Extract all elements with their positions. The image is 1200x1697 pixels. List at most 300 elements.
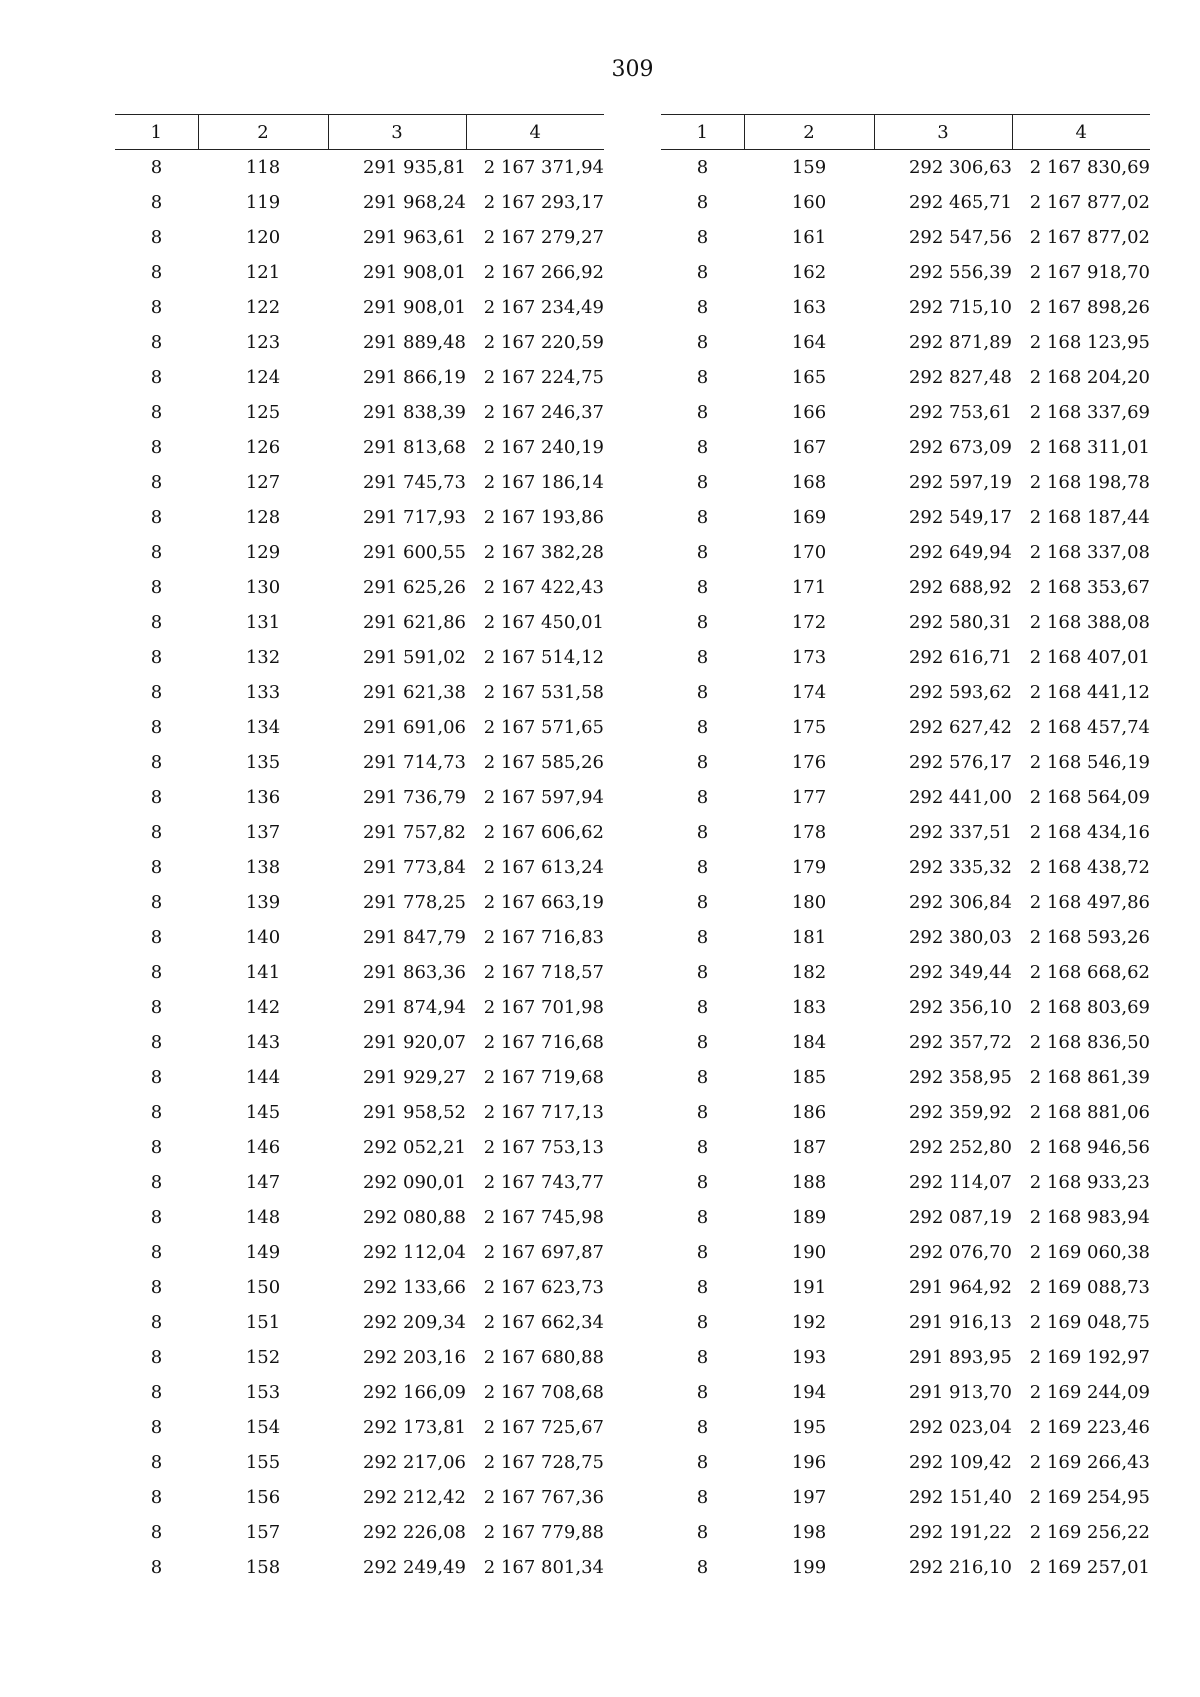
- table-row: [115, 185, 604, 220]
- page-number: 309: [611, 57, 654, 82]
- table-row: [115, 1550, 604, 1585]
- cell-area-number: 8: [150, 1172, 163, 1193]
- cell-coordinate-x: 291 916,13: [908, 1312, 1012, 1333]
- cell-coordinate-y: 2 167 801,34: [483, 1557, 604, 1578]
- cell-coordinate-x: 292 359,92: [908, 1102, 1012, 1123]
- cell-area-number: 8: [150, 227, 163, 248]
- cell-point-number: 133: [245, 682, 281, 703]
- table-row: [661, 1375, 1150, 1410]
- cell-area-number: 8: [150, 1382, 163, 1403]
- cell-point-number: 149: [245, 1242, 281, 1263]
- cell-area-number: 8: [696, 1277, 709, 1298]
- cell-area-number: 8: [696, 892, 709, 913]
- cell-area-number: 8: [150, 1487, 163, 1508]
- cell-area-number: 8: [696, 752, 709, 773]
- cell-coordinate-x: 291 621,38: [362, 682, 466, 703]
- table-row: [115, 1445, 604, 1480]
- cell-coordinate-y: 2 167 514,12: [483, 647, 604, 668]
- cell-coordinate-x: 292 688,92: [908, 577, 1012, 598]
- cell-coordinate-x: 292 166,09: [362, 1382, 466, 1403]
- cell-coordinate-x: 292 212,42: [362, 1487, 466, 1508]
- cell-point-number: 144: [245, 1067, 281, 1088]
- cell-coordinate-y: 2 169 244,09: [1029, 1382, 1150, 1403]
- cell-area-number: 8: [696, 227, 709, 248]
- table-row: [115, 500, 604, 535]
- cell-area-number: 8: [696, 857, 709, 878]
- cell-coordinate-x: 292 356,10: [908, 997, 1012, 1018]
- cell-coordinate-y: 2 169 266,43: [1029, 1452, 1150, 1473]
- cell-area-number: 8: [150, 402, 163, 423]
- cell-coordinate-y: 2 169 088,73: [1029, 1277, 1150, 1298]
- cell-area-number: 8: [696, 157, 709, 178]
- cell-coordinate-y: 2 167 753,13: [483, 1137, 604, 1158]
- cell-point-number: 176: [791, 752, 827, 773]
- cell-point-number: 183: [791, 997, 827, 1018]
- cell-point-number: 163: [791, 297, 827, 318]
- cell-coordinate-x: 291 874,94: [362, 997, 466, 1018]
- cell-coordinate-y: 2 168 497,86: [1029, 892, 1150, 913]
- cell-coordinate-x: 292 216,10: [908, 1557, 1012, 1578]
- cell-coordinate-y: 2 168 546,19: [1029, 752, 1150, 773]
- table-row: [115, 290, 604, 325]
- cell-coordinate-y: 2 169 256,22: [1029, 1522, 1150, 1543]
- cell-area-number: 8: [696, 927, 709, 948]
- cell-area-number: 8: [150, 262, 163, 283]
- cell-coordinate-x: 291 908,01: [362, 297, 466, 318]
- cell-point-number: 138: [245, 857, 281, 878]
- cell-area-number: 8: [150, 682, 163, 703]
- table-row: [661, 1025, 1150, 1060]
- table-row: [661, 1515, 1150, 1550]
- cell-point-number: 192: [791, 1312, 827, 1333]
- table-row: [115, 220, 604, 255]
- cell-area-number: 8: [696, 332, 709, 353]
- table-row: [115, 675, 604, 710]
- cell-coordinate-x: 292 337,51: [908, 822, 1012, 843]
- cell-area-number: 8: [150, 297, 163, 318]
- cell-point-number: 166: [791, 402, 827, 423]
- cell-coordinate-x: 291 736,79: [362, 787, 466, 808]
- cell-coordinate-y: 2 168 668,62: [1029, 962, 1150, 983]
- cell-coordinate-y: 2 168 123,95: [1029, 332, 1150, 353]
- table-row: [661, 325, 1150, 360]
- cell-coordinate-x: 292 649,94: [908, 542, 1012, 563]
- table-row: [661, 1305, 1150, 1340]
- cell-coordinate-y: 2 167 623,73: [483, 1277, 604, 1298]
- cell-point-number: 174: [791, 682, 827, 703]
- cell-area-number: 8: [696, 647, 709, 668]
- table-row: [115, 535, 604, 570]
- cell-coordinate-y: 2 167 371,94: [483, 157, 604, 178]
- cell-point-number: 171: [791, 577, 827, 598]
- cell-coordinate-x: 291 920,07: [362, 1032, 466, 1053]
- cell-coordinate-x: 292 080,88: [362, 1207, 466, 1228]
- table-row: [661, 1095, 1150, 1130]
- cell-coordinate-y: 2 167 240,19: [483, 437, 604, 458]
- cell-coordinate-y: 2 167 708,68: [483, 1382, 604, 1403]
- cell-coordinate-y: 2 167 877,02: [1029, 227, 1150, 248]
- cell-coordinate-y: 2 167 701,98: [483, 997, 604, 1018]
- table-row: [115, 1305, 604, 1340]
- cell-coordinate-x: 291 838,39: [362, 402, 466, 423]
- table-row: [115, 1200, 604, 1235]
- cell-area-number: 8: [696, 542, 709, 563]
- cell-coordinate-y: 2 168 388,08: [1029, 612, 1150, 633]
- cell-point-number: 136: [245, 787, 281, 808]
- cell-coordinate-x: 292 593,62: [908, 682, 1012, 703]
- cell-coordinate-y: 2 168 407,01: [1029, 647, 1150, 668]
- table-row: [115, 1130, 604, 1165]
- cell-area-number: 8: [150, 542, 163, 563]
- cell-area-number: 8: [150, 367, 163, 388]
- table-row: [115, 150, 604, 186]
- table-row: [115, 325, 604, 360]
- table-row: [661, 1130, 1150, 1165]
- table-row: [115, 990, 604, 1025]
- cell-area-number: 8: [150, 1312, 163, 1333]
- cell-point-number: 173: [791, 647, 827, 668]
- cell-coordinate-x: 291 866,19: [362, 367, 466, 388]
- cell-point-number: 164: [791, 332, 827, 353]
- cell-coordinate-x: 291 863,36: [362, 962, 466, 983]
- cell-coordinate-y: 2 167 767,36: [483, 1487, 604, 1508]
- table-row: [115, 1235, 604, 1270]
- cell-point-number: 151: [245, 1312, 281, 1333]
- cell-coordinate-x: 292 217,06: [362, 1452, 466, 1473]
- cell-area-number: 8: [696, 997, 709, 1018]
- table-row: [661, 920, 1150, 955]
- cell-area-number: 8: [150, 1067, 163, 1088]
- table-row: [661, 465, 1150, 500]
- cell-coordinate-x: 292 112,04: [362, 1242, 466, 1263]
- cell-coordinate-y: 2 168 337,69: [1029, 402, 1150, 423]
- table-row: [115, 465, 604, 500]
- cell-point-number: 125: [245, 402, 281, 423]
- cell-coordinate-y: 2 167 725,67: [483, 1417, 604, 1438]
- cell-area-number: 8: [150, 332, 163, 353]
- cell-coordinate-x: 292 556,39: [908, 262, 1012, 283]
- cell-coordinate-x: 291 968,24: [362, 192, 466, 213]
- cell-coordinate-y: 2 168 337,08: [1029, 542, 1150, 563]
- coordinates-table-right: [661, 114, 1150, 1585]
- cell-area-number: 8: [696, 402, 709, 423]
- cell-coordinate-x: 292 226,08: [362, 1522, 466, 1543]
- cell-point-number: 153: [245, 1382, 281, 1403]
- cell-point-number: 119: [245, 192, 281, 213]
- cell-coordinate-x: 292 753,61: [908, 402, 1012, 423]
- cell-point-number: 194: [791, 1382, 827, 1403]
- cell-area-number: 8: [696, 717, 709, 738]
- cell-area-number: 8: [150, 962, 163, 983]
- cell-point-number: 185: [791, 1067, 827, 1088]
- cell-coordinate-x: 291 963,61: [362, 227, 466, 248]
- coordinates-table-left: [115, 114, 604, 1585]
- table-header-row: [661, 115, 1150, 150]
- cell-coordinate-x: 292 306,63: [908, 157, 1012, 178]
- cell-point-number: 137: [245, 822, 281, 843]
- cell-coordinate-x: 292 358,95: [908, 1067, 1012, 1088]
- cell-coordinate-x: 292 203,16: [362, 1347, 466, 1368]
- cell-point-number: 120: [245, 227, 281, 248]
- table-row: [661, 640, 1150, 675]
- cell-point-number: 191: [791, 1277, 827, 1298]
- cell-coordinate-y: 2 167 716,68: [483, 1032, 604, 1053]
- cell-area-number: 8: [696, 1067, 709, 1088]
- cell-point-number: 190: [791, 1242, 827, 1263]
- cell-coordinate-x: 292 306,84: [908, 892, 1012, 913]
- table-row: [115, 640, 604, 675]
- cell-point-number: 162: [791, 262, 827, 283]
- table-row: [661, 150, 1150, 186]
- table-row: [115, 570, 604, 605]
- cell-point-number: 141: [245, 962, 281, 983]
- cell-coordinate-x: 292 173,81: [362, 1417, 466, 1438]
- cell-coordinate-y: 2 167 718,57: [483, 962, 604, 983]
- cell-coordinate-y: 2 167 422,43: [483, 577, 604, 598]
- cell-area-number: 8: [696, 577, 709, 598]
- table-row: [661, 990, 1150, 1025]
- table-row: [661, 360, 1150, 395]
- table-row: [115, 1515, 604, 1550]
- cell-area-number: 8: [150, 787, 163, 808]
- cell-area-number: 8: [696, 822, 709, 843]
- cell-coordinate-x: 292 023,04: [908, 1417, 1012, 1438]
- cell-coordinate-x: 292 715,10: [908, 297, 1012, 318]
- cell-area-number: 8: [696, 1522, 709, 1543]
- column-header-2: 2: [744, 115, 874, 150]
- cell-area-number: 8: [150, 1347, 163, 1368]
- table-row: [115, 1165, 604, 1200]
- cell-coordinate-y: 2 168 198,78: [1029, 472, 1150, 493]
- cell-point-number: 145: [245, 1102, 281, 1123]
- cell-coordinate-y: 2 168 593,26: [1029, 927, 1150, 948]
- table-row: [661, 1235, 1150, 1270]
- cell-point-number: 188: [791, 1172, 827, 1193]
- cell-coordinate-x: 291 714,73: [362, 752, 466, 773]
- cell-coordinate-y: 2 168 564,09: [1029, 787, 1150, 808]
- cell-point-number: 180: [791, 892, 827, 913]
- cell-coordinate-x: 291 813,68: [362, 437, 466, 458]
- cell-coordinate-x: 292 547,56: [908, 227, 1012, 248]
- table-row: [115, 920, 604, 955]
- cell-point-number: 189: [791, 1207, 827, 1228]
- cell-area-number: 8: [150, 1207, 163, 1228]
- cell-point-number: 160: [791, 192, 827, 213]
- cell-area-number: 8: [150, 1277, 163, 1298]
- cell-coordinate-y: 2 168 187,44: [1029, 507, 1150, 528]
- cell-point-number: 131: [245, 612, 281, 633]
- column-header-1: 1: [661, 115, 744, 150]
- cell-point-number: 195: [791, 1417, 827, 1438]
- cell-coordinate-x: 291 621,86: [362, 612, 466, 633]
- cell-area-number: 8: [696, 297, 709, 318]
- table-row: [115, 1410, 604, 1445]
- cell-point-number: 193: [791, 1347, 827, 1368]
- cell-area-number: 8: [150, 1557, 163, 1578]
- cell-coordinate-y: 2 169 257,01: [1029, 1557, 1150, 1578]
- table-row: [661, 780, 1150, 815]
- table-row: [661, 570, 1150, 605]
- table-row: [115, 1480, 604, 1515]
- cell-coordinate-y: 2 169 192,97: [1029, 1347, 1150, 1368]
- cell-coordinate-y: 2 167 279,27: [483, 227, 604, 248]
- cell-coordinate-y: 2 168 836,50: [1029, 1032, 1150, 1053]
- cell-point-number: 154: [245, 1417, 281, 1438]
- cell-area-number: 8: [150, 717, 163, 738]
- cell-coordinate-y: 2 167 680,88: [483, 1347, 604, 1368]
- cell-coordinate-x: 292 090,01: [362, 1172, 466, 1193]
- cell-coordinate-x: 291 889,48: [362, 332, 466, 353]
- cell-coordinate-y: 2 167 224,75: [483, 367, 604, 388]
- table-row: [661, 885, 1150, 920]
- column-header-3: 3: [328, 115, 466, 150]
- cell-coordinate-y: 2 167 613,24: [483, 857, 604, 878]
- cell-coordinate-x: 292 580,31: [908, 612, 1012, 633]
- table-row: [115, 1025, 604, 1060]
- cell-coordinate-y: 2 168 983,94: [1029, 1207, 1150, 1228]
- cell-point-number: 159: [791, 157, 827, 178]
- cell-coordinate-y: 2 167 662,34: [483, 1312, 604, 1333]
- table-row: [661, 1270, 1150, 1305]
- cell-coordinate-x: 292 349,44: [908, 962, 1012, 983]
- cell-coordinate-y: 2 167 898,26: [1029, 297, 1150, 318]
- cell-coordinate-x: 291 893,95: [908, 1347, 1012, 1368]
- cell-point-number: 140: [245, 927, 281, 948]
- cell-area-number: 8: [150, 927, 163, 948]
- table-row: [115, 430, 604, 465]
- cell-point-number: 179: [791, 857, 827, 878]
- cell-point-number: 167: [791, 437, 827, 458]
- cell-coordinate-x: 292 114,07: [908, 1172, 1012, 1193]
- table-row: [115, 1375, 604, 1410]
- cell-coordinate-y: 2 167 663,19: [483, 892, 604, 913]
- cell-coordinate-x: 291 913,70: [908, 1382, 1012, 1403]
- table-row: [661, 745, 1150, 780]
- cell-area-number: 8: [696, 1382, 709, 1403]
- cell-coordinate-y: 2 169 060,38: [1029, 1242, 1150, 1263]
- table-row: [115, 1340, 604, 1375]
- table-row: [115, 885, 604, 920]
- cell-coordinate-x: 292 357,72: [908, 1032, 1012, 1053]
- cell-area-number: 8: [696, 612, 709, 633]
- cell-coordinate-x: 292 627,42: [908, 717, 1012, 738]
- cell-coordinate-x: 291 935,81: [362, 157, 466, 178]
- cell-coordinate-x: 291 847,79: [362, 927, 466, 948]
- table-row: [661, 675, 1150, 710]
- cell-point-number: 155: [245, 1452, 281, 1473]
- table-row: [115, 955, 604, 990]
- table-row: [661, 1445, 1150, 1480]
- cell-coordinate-x: 291 745,73: [362, 472, 466, 493]
- cell-point-number: 142: [245, 997, 281, 1018]
- cell-area-number: 8: [150, 647, 163, 668]
- cell-coordinate-y: 2 169 223,46: [1029, 1417, 1150, 1438]
- cell-coordinate-y: 2 167 830,69: [1029, 157, 1150, 178]
- table-row: [661, 1480, 1150, 1515]
- table-row: [115, 780, 604, 815]
- table-row: [115, 745, 604, 780]
- cell-point-number: 172: [791, 612, 827, 633]
- cell-area-number: 8: [696, 1347, 709, 1368]
- cell-coordinate-x: 291 717,93: [362, 507, 466, 528]
- table-row: [661, 185, 1150, 220]
- cell-area-number: 8: [696, 507, 709, 528]
- cell-point-number: 130: [245, 577, 281, 598]
- cell-coordinate-y: 2 168 861,39: [1029, 1067, 1150, 1088]
- cell-point-number: 169: [791, 507, 827, 528]
- cell-point-number: 118: [245, 157, 281, 178]
- table-row: [661, 255, 1150, 290]
- cell-coordinate-x: 292 209,34: [362, 1312, 466, 1333]
- cell-point-number: 178: [791, 822, 827, 843]
- table-row: [661, 1340, 1150, 1375]
- cell-area-number: 8: [696, 1032, 709, 1053]
- cell-area-number: 8: [696, 1312, 709, 1333]
- cell-coordinate-y: 2 167 293,17: [483, 192, 604, 213]
- cell-area-number: 8: [696, 472, 709, 493]
- cell-point-number: 148: [245, 1207, 281, 1228]
- cell-point-number: 143: [245, 1032, 281, 1053]
- cell-area-number: 8: [150, 892, 163, 913]
- cell-coordinate-y: 2 169 254,95: [1029, 1487, 1150, 1508]
- cell-area-number: 8: [696, 1137, 709, 1158]
- cell-point-number: 121: [245, 262, 281, 283]
- cell-point-number: 132: [245, 647, 281, 668]
- cell-point-number: 156: [245, 1487, 281, 1508]
- cell-coordinate-x: 292 052,21: [362, 1137, 466, 1158]
- cell-area-number: 8: [696, 1102, 709, 1123]
- cell-area-number: 8: [150, 1242, 163, 1263]
- cell-coordinate-y: 2 167 531,58: [483, 682, 604, 703]
- cell-area-number: 8: [696, 437, 709, 458]
- cell-coordinate-y: 2 168 881,06: [1029, 1102, 1150, 1123]
- cell-area-number: 8: [696, 262, 709, 283]
- cell-point-number: 184: [791, 1032, 827, 1053]
- cell-coordinate-y: 2 168 311,01: [1029, 437, 1150, 458]
- cell-coordinate-y: 2 168 946,56: [1029, 1137, 1150, 1158]
- cell-coordinate-x: 291 591,02: [362, 647, 466, 668]
- cell-coordinate-y: 2 167 186,14: [483, 472, 604, 493]
- table-row: [115, 1060, 604, 1095]
- cell-area-number: 8: [150, 437, 163, 458]
- cell-coordinate-y: 2 168 933,23: [1029, 1172, 1150, 1193]
- cell-coordinate-x: 291 778,25: [362, 892, 466, 913]
- cell-point-number: 134: [245, 717, 281, 738]
- column-header-4: 4: [466, 115, 604, 150]
- cell-area-number: 8: [696, 192, 709, 213]
- cell-coordinate-x: 291 929,27: [362, 1067, 466, 1088]
- cell-area-number: 8: [150, 472, 163, 493]
- cell-point-number: 139: [245, 892, 281, 913]
- cell-area-number: 8: [696, 1172, 709, 1193]
- table-body: [661, 150, 1150, 1586]
- cell-area-number: 8: [150, 157, 163, 178]
- table-body: [115, 150, 604, 1586]
- cell-area-number: 8: [696, 682, 709, 703]
- cell-coordinate-x: 292 871,89: [908, 332, 1012, 353]
- cell-coordinate-x: 292 827,48: [908, 367, 1012, 388]
- cell-point-number: 165: [791, 367, 827, 388]
- cell-area-number: 8: [150, 1522, 163, 1543]
- cell-coordinate-y: 2 167 918,70: [1029, 262, 1150, 283]
- cell-point-number: 129: [245, 542, 281, 563]
- cell-coordinate-y: 2 167 220,59: [483, 332, 604, 353]
- cell-coordinate-y: 2 167 234,49: [483, 297, 604, 318]
- table-row: [661, 815, 1150, 850]
- cell-point-number: 175: [791, 717, 827, 738]
- cell-coordinate-y: 2 168 438,72: [1029, 857, 1150, 878]
- cell-coordinate-x: 291 757,82: [362, 822, 466, 843]
